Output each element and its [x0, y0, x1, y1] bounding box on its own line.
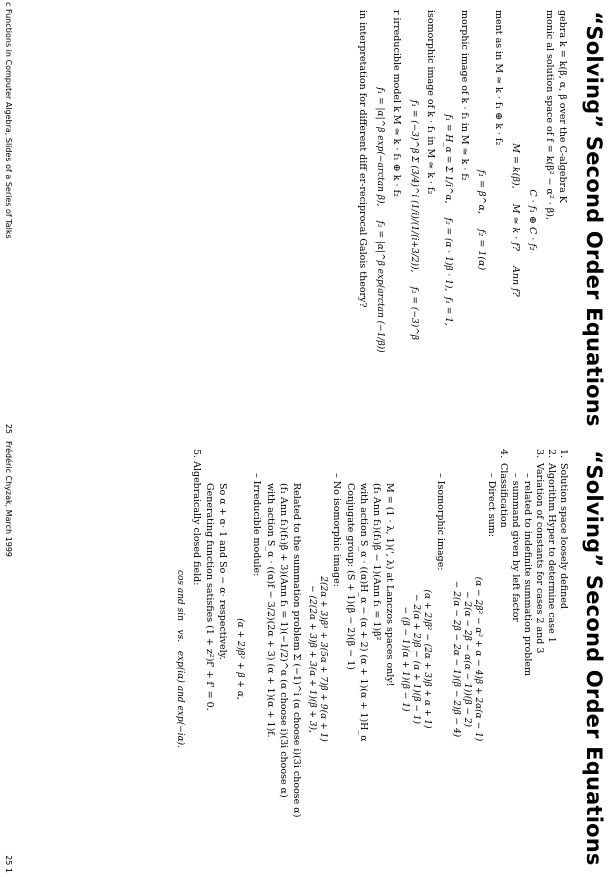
equation: (α − 2β² − α² + α − 4)β + 2α(α − 1)	[473, 576, 483, 742]
text-line: So α + α· 1 and So − α· respectively.	[217, 483, 228, 660]
equation: (α + 2)β² − (2α + 3)β + α + 1)	[422, 589, 432, 729]
slide-body	[168, 449, 570, 869]
list-item	[522, 449, 533, 869]
right-slide	[0, 439, 612, 877]
equation: (α + 2)β² + β + α,	[235, 618, 245, 700]
slide-footer: Frédéric Chyzak, March 1999	[4, 441, 13, 558]
item-text: – summand given by left factor	[510, 473, 521, 622]
equation: f₁ = (−3)^β Σ (3/4)^i (1/i)/(1/(i+3/2)), f₂ = (−3)^β	[409, 100, 419, 340]
page-number: 25 1	[4, 855, 13, 873]
text-line: Related to the summation problem Σ (−1)^i (α choose i)(3i choose α)	[291, 483, 302, 818]
list-item	[534, 449, 545, 869]
item-text: Algorithm Hyper to determine case 1	[546, 463, 557, 643]
text-line: with action S_α · ((α)f − 3/2)(2α + 3) (α + 1)(α + 1)f.	[265, 483, 276, 738]
list-item	[546, 449, 557, 869]
text-line: Generating function satisfies (1 + z²)f' + f' = 0.	[204, 483, 215, 711]
text-line: morphic image of k · f₁ in M ≃ k · f₂	[459, 10, 470, 181]
item-text: – Direct sum:	[486, 473, 497, 537]
text-line: 5. Algebraically closed field:	[191, 449, 202, 586]
text-line: (f₁ Ann f₁)(f₁)β + 3)(Ann f₁ = 1)(−1/2)^α (α choose i)(3i choose α)	[278, 483, 289, 798]
slide-body	[355, 10, 570, 430]
item-number: 1.	[558, 449, 569, 459]
list-item	[498, 449, 509, 869]
slide-footer: c Functions in Computer Algebra, Slides of a Series of Talks	[4, 2, 13, 239]
equation: − (2(2α + 3)β + 3(α + 1)(β + 3),	[307, 585, 317, 733]
item-number: 3.	[534, 449, 545, 459]
item-text: Classification	[498, 463, 509, 528]
slide-title: “Solving” Second Order Equations	[582, 450, 606, 866]
item-text: Solution space loosely defined	[558, 463, 569, 609]
text-line: ment as in M ≃ k · f₁ ⊕ k · f₂	[493, 10, 504, 146]
left-slide	[0, 0, 612, 438]
outline-list	[486, 449, 569, 869]
text-line: with action S_α · ((α)H_α − (α + 2) (α + 1)(α + 1)H_α	[358, 483, 369, 742]
page-number: 25	[4, 423, 13, 434]
equation: − 2(α + 2)β − (α + 1)(β − 1)	[411, 594, 421, 724]
item-text: – related to indefinite summation problem	[522, 473, 533, 677]
equation: − 2(α − 2β − α(α − 1))(β − 2)	[462, 590, 472, 728]
list-item	[486, 449, 497, 869]
list-item	[558, 449, 569, 869]
equation: cos and sin vs. exp(iα) and exp(−iα).	[175, 569, 185, 749]
section-label: – No isomorphic image:	[331, 473, 342, 587]
equation: f₁ = |α|^β exp(−arctan β), f₂ = |α|^β exp(arctan (−1/β))	[375, 87, 385, 353]
text-line: M = (1 · λ, 1)(', λ) at Lanczos spaces only!	[384, 483, 395, 687]
equation: C · f₁ ⊕ C · f₂	[527, 189, 538, 251]
item-number: 4.	[498, 449, 509, 459]
slide-title: “Solving” Second Order Equations	[582, 11, 606, 427]
list-item	[510, 449, 521, 869]
text-line: Conjugate group: (S + 1)(β − 2)(β − 1)	[345, 483, 356, 670]
section-label: – Isomorphic image:	[435, 473, 446, 571]
equation: f₁ = H_α = Σ 1/i^α, f₂ = (α · 1)β · 1), f₁ = 1,	[443, 114, 453, 326]
item-number: 2.	[546, 449, 557, 459]
equation: M = k(β), M ≃ k · f? Ann f?	[510, 143, 521, 297]
equation: − 2(α − 2β − 2α − 1)(β − 2)β − 4)	[451, 580, 461, 738]
text-line: r irreducible model k M ≃ k · f₁ ⊕ k · f₂	[391, 10, 402, 197]
text-line: isomorphic image of k · f₁ in M ≃ k · f₂	[425, 10, 436, 195]
text-line: monic al solution space of f = k(β² − α² · β),	[544, 10, 555, 221]
equation: f₁ = β^α, f₂ = 1(α)	[476, 169, 487, 271]
equation: − (β − 1)(α + 1)(β − 1)	[400, 606, 410, 712]
section-label: – Irreducible module:	[251, 473, 262, 577]
equation: 2(2α + 3)β³ + 3(5α + 7)β + 9(α + 1)	[318, 576, 328, 742]
text-line: in interpretation for different diff er-reciprocal Galois theory?	[357, 10, 368, 308]
text-line: (f₁ Ann f₁)(f₁)β − 1)(Ann f₁ = 1)β²	[371, 483, 382, 641]
item-text: Variation of constants for cases 2 and 3	[534, 463, 545, 654]
text-line: gebra k = k(β, α, β over the C-algebra K	[557, 10, 568, 203]
